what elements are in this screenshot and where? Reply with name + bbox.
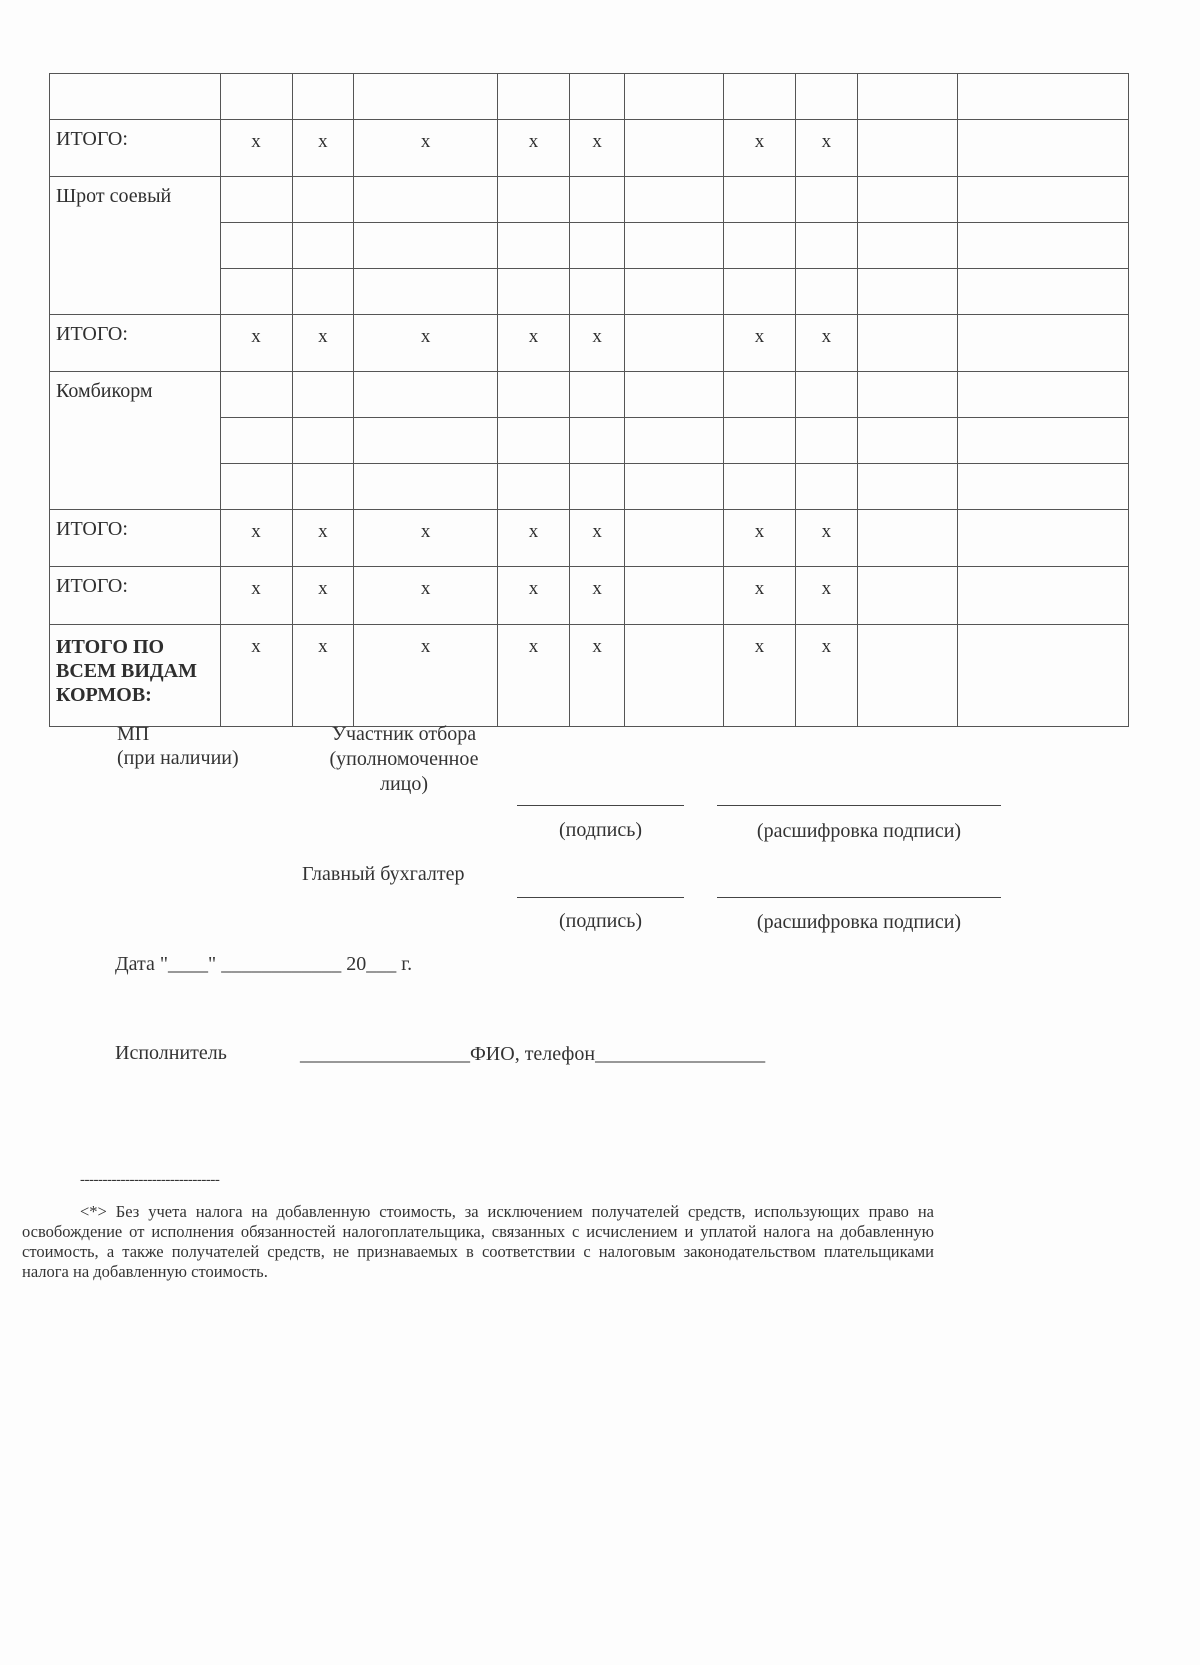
total-cell[interactable]: [625, 510, 724, 567]
group-row: [50, 372, 1129, 418]
table-cell[interactable]: [795, 464, 857, 510]
x-mark: х: [292, 315, 354, 372]
table-cell[interactable]: [354, 418, 498, 464]
table-cell[interactable]: [625, 223, 724, 269]
table-cell[interactable]: [724, 177, 796, 223]
accountant-signature-caption: (подпись): [558, 910, 643, 932]
table-cell[interactable]: [625, 74, 724, 120]
date-field[interactable]: Дата "____" ____________ 20___ г.: [115, 953, 413, 975]
total-cell[interactable]: [958, 625, 1129, 727]
total-cell[interactable]: [857, 510, 958, 567]
total-cell[interactable]: [958, 510, 1129, 567]
participant-label: Участник отбора (уполномоченное лицо): [329, 723, 479, 795]
table-cell[interactable]: [958, 372, 1129, 418]
signature-caption: (подпись): [558, 819, 643, 841]
table-cell[interactable]: [292, 418, 354, 464]
total-cell[interactable]: [857, 120, 958, 177]
x-mark: х: [498, 315, 570, 372]
x-mark: х: [795, 120, 857, 177]
x-mark: х: [354, 315, 498, 372]
table-cell[interactable]: [569, 372, 624, 418]
x-mark: х: [220, 120, 292, 177]
table-cell[interactable]: [292, 269, 354, 315]
x-mark: х: [220, 315, 292, 372]
total-row: [50, 510, 1129, 567]
table-cell[interactable]: [795, 74, 857, 120]
footnote-text: [22, 1202, 934, 1282]
table-cell[interactable]: [958, 223, 1129, 269]
table-cell[interactable]: [220, 269, 292, 315]
table-cell[interactable]: [569, 464, 624, 510]
table-cell[interactable]: [724, 418, 796, 464]
table-cell[interactable]: [958, 269, 1129, 315]
table-cell[interactable]: [724, 464, 796, 510]
total-cell[interactable]: [625, 625, 724, 727]
total-label: ИТОГО:: [50, 315, 221, 372]
footnote-separator: -------------------------------: [80, 1172, 220, 1188]
table-cell[interactable]: [857, 464, 958, 510]
table-cell[interactable]: [354, 269, 498, 315]
table-cell[interactable]: [795, 269, 857, 315]
table-cell[interactable]: [857, 269, 958, 315]
executor-label: Исполнитель: [115, 1042, 227, 1064]
x-mark: х: [292, 510, 354, 567]
table-cell[interactable]: [569, 269, 624, 315]
group-row: [50, 177, 1129, 223]
table-cell[interactable]: [354, 372, 498, 418]
x-mark: х: [569, 625, 624, 727]
stamp-note: (при наличии): [117, 747, 239, 769]
x-mark: х: [354, 567, 498, 625]
signature-line[interactable]: [517, 805, 684, 806]
table-cell[interactable]: [795, 223, 857, 269]
table-cell[interactable]: [220, 464, 292, 510]
x-mark: х: [724, 567, 796, 625]
table-cell[interactable]: [569, 74, 624, 120]
total-cell[interactable]: [958, 315, 1129, 372]
x-mark: х: [569, 510, 624, 567]
x-mark: х: [292, 567, 354, 625]
x-mark: х: [569, 567, 624, 625]
table-cell[interactable]: [795, 177, 857, 223]
x-mark: х: [220, 510, 292, 567]
table-cell[interactable]: [220, 372, 292, 418]
table-cell[interactable]: [354, 464, 498, 510]
table-cell[interactable]: [724, 223, 796, 269]
table-cell[interactable]: [958, 74, 1129, 120]
decoding-caption: (расшифровка подписи): [756, 820, 962, 842]
stamp-label: МП: [117, 723, 150, 745]
x-mark: х: [220, 625, 292, 727]
table-cell[interactable]: [958, 464, 1129, 510]
total-label: ИТОГО ПО ВСЕМ ВИДАМ КОРМОВ:: [50, 625, 221, 727]
table-cell[interactable]: [857, 177, 958, 223]
total-label: ИТОГО:: [50, 120, 221, 177]
x-mark: х: [292, 120, 354, 177]
x-mark: х: [724, 510, 796, 567]
table-cell[interactable]: [795, 372, 857, 418]
table-cell[interactable]: [857, 74, 958, 120]
table-cell[interactable]: [220, 223, 292, 269]
table-cell[interactable]: [569, 177, 624, 223]
table-cell[interactable]: [958, 177, 1129, 223]
table-cell[interactable]: [625, 372, 724, 418]
total-row: [50, 567, 1129, 625]
total-row: [50, 120, 1129, 177]
total-row: [50, 315, 1129, 372]
total-cell[interactable]: [857, 625, 958, 727]
table-cell[interactable]: [625, 464, 724, 510]
table-cell[interactable]: [625, 177, 724, 223]
table-cell[interactable]: [625, 269, 724, 315]
x-mark: х: [724, 120, 796, 177]
table-cell[interactable]: [292, 223, 354, 269]
table-cell[interactable]: [857, 372, 958, 418]
table-cell[interactable]: [724, 269, 796, 315]
decoding-line[interactable]: [717, 805, 1001, 806]
x-mark: х: [354, 625, 498, 727]
table-cell[interactable]: [498, 269, 570, 315]
table-cell[interactable]: [857, 223, 958, 269]
x-mark: х: [354, 120, 498, 177]
table-cell[interactable]: [625, 418, 724, 464]
table-cell[interactable]: [292, 74, 354, 120]
table-cell[interactable]: [498, 464, 570, 510]
table-cell[interactable]: [292, 464, 354, 510]
x-mark: х: [795, 567, 857, 625]
table-cell[interactable]: [958, 418, 1129, 464]
x-mark: х: [569, 315, 624, 372]
x-mark: х: [795, 510, 857, 567]
accountant-signature-line[interactable]: [517, 897, 684, 898]
chief-accountant-label: Главный бухгалтер: [302, 863, 465, 885]
table-row: [50, 74, 1129, 120]
grand-total-row: [50, 625, 1129, 727]
table-cell[interactable]: [569, 418, 624, 464]
x-mark: х: [220, 567, 292, 625]
total-cell[interactable]: [958, 120, 1129, 177]
x-mark: х: [795, 625, 857, 727]
table-cell[interactable]: [354, 74, 498, 120]
table-cell[interactable]: [724, 74, 796, 120]
table-cell[interactable]: [498, 177, 570, 223]
x-mark: х: [292, 625, 354, 727]
accountant-decoding-line[interactable]: [717, 897, 1001, 898]
total-cell[interactable]: [625, 120, 724, 177]
table-cell[interactable]: [795, 418, 857, 464]
executor-field[interactable]: _________________ФИО, телефон_________________: [300, 1043, 766, 1065]
table-cell[interactable]: [857, 418, 958, 464]
x-mark: х: [498, 567, 570, 625]
table-cell[interactable]: [220, 74, 292, 120]
x-mark: х: [498, 625, 570, 727]
table-cell[interactable]: [354, 177, 498, 223]
table-cell[interactable]: [724, 372, 796, 418]
total-cell[interactable]: [625, 315, 724, 372]
feed-type-label: Комбикорм: [50, 372, 221, 510]
table-cell[interactable]: [220, 177, 292, 223]
x-mark: х: [724, 315, 796, 372]
total-cell[interactable]: [958, 567, 1129, 625]
table-cell[interactable]: [292, 177, 354, 223]
table-cell[interactable]: [498, 418, 570, 464]
total-label: ИТОГО:: [50, 567, 221, 625]
total-cell[interactable]: [625, 567, 724, 625]
feed-type-label: Шрот соевый: [50, 177, 221, 315]
total-cell[interactable]: [857, 567, 958, 625]
x-mark: х: [354, 510, 498, 567]
x-mark: х: [498, 510, 570, 567]
x-mark: х: [724, 625, 796, 727]
total-cell[interactable]: [857, 315, 958, 372]
footnote-body: <*> Без учета налога на добавленную стоимость, за исключением получателей средств, использующих право на освобождение от исполнения обязанностей налогоплательщика, связанных с исчислением и уплатой налога на добавленную стоимость, а также получателей средств, не признаваемых в соответствии с налоговым законодательством плательщиками налога на добавленную стоимость.: [22, 1202, 934, 1281]
total-label: ИТОГО:: [50, 510, 221, 567]
accountant-decoding-caption: (расшифровка подписи): [756, 911, 962, 933]
table-cell[interactable]: [292, 372, 354, 418]
table-cell[interactable]: [498, 223, 570, 269]
feed-table: [49, 73, 1129, 727]
table-cell[interactable]: [50, 74, 221, 120]
table-cell[interactable]: [498, 372, 570, 418]
table-cell[interactable]: [220, 418, 292, 464]
table-cell[interactable]: [498, 74, 570, 120]
x-mark: х: [498, 120, 570, 177]
table-cell[interactable]: [354, 223, 498, 269]
x-mark: х: [795, 315, 857, 372]
table-cell[interactable]: [569, 223, 624, 269]
x-mark: х: [569, 120, 624, 177]
